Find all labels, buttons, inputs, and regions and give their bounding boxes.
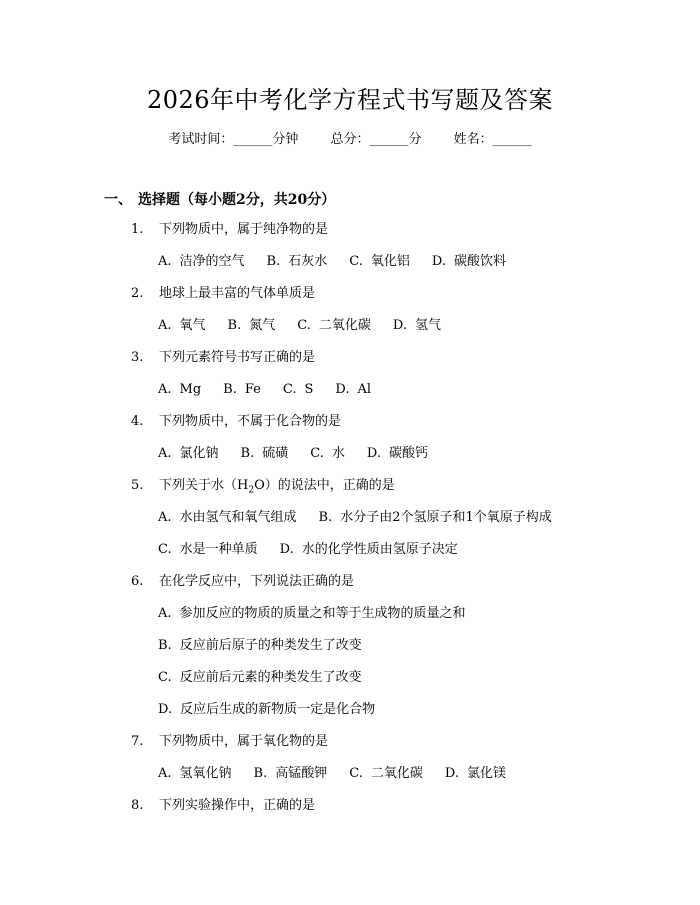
question-item — [131, 348, 671, 400]
question-text: 下列实验操作中，正确的是 — [159, 798, 316, 813]
option-text: 水 — [331, 446, 345, 461]
option-row — [158, 508, 671, 528]
option-letter: A. — [158, 254, 172, 269]
option-letter: A. — [158, 606, 172, 621]
answer-option — [254, 764, 328, 784]
option-text: 二氧化碳 — [318, 318, 371, 333]
option-text: 硫磺 — [262, 446, 289, 461]
option-letter: C. — [310, 446, 324, 461]
option-text: 氧气 — [179, 318, 206, 333]
option-letter: C. — [158, 670, 172, 685]
option-text: 氯化钠 — [179, 446, 219, 461]
answer-option — [349, 252, 410, 272]
question-stem — [131, 732, 671, 752]
question-number: 1. — [131, 222, 144, 237]
option-letter: B. — [240, 446, 255, 461]
question-number: 6. — [131, 574, 144, 589]
question-number: 4. — [131, 414, 144, 429]
option-text: 水的化学性质由氢原子决定 — [301, 542, 458, 557]
question-text: 在化学反应中，下列说法正确的是 — [159, 574, 355, 589]
answer-option — [335, 380, 371, 400]
option-text: 氧化铝 — [370, 254, 410, 269]
option-text: 反应前后元素的种类发生了改变 — [179, 670, 362, 685]
page-title: 2026年中考化学方程式书写题及答案 — [146, 86, 554, 114]
answer-option — [158, 508, 297, 528]
option-row — [158, 444, 671, 464]
answer-option — [158, 380, 201, 400]
question-stem — [131, 476, 671, 496]
option-row — [158, 540, 671, 560]
answer-option — [158, 668, 362, 688]
option-letter: A. — [158, 382, 172, 397]
section-heading — [104, 190, 335, 210]
answer-option — [283, 380, 314, 400]
question-number: 2. — [131, 286, 144, 301]
option-letter: D. — [158, 702, 173, 717]
option-text: 高锰酸钾 — [275, 766, 328, 781]
question-item — [131, 412, 671, 464]
option-text: 氯化镁 — [466, 766, 506, 781]
answer-option — [158, 604, 466, 624]
option-letter: B. — [253, 766, 268, 781]
option-letter: D. — [279, 542, 294, 557]
option-letter: B. — [158, 638, 172, 653]
option-letter: B. — [266, 254, 281, 269]
option-letter: C. — [349, 766, 363, 781]
option-letter: D. — [366, 446, 381, 461]
option-letter: D. — [431, 254, 446, 269]
question-stem — [131, 572, 671, 592]
option-letter: A. — [158, 318, 172, 333]
option-letter: B. — [318, 510, 333, 525]
option-text: 碳酸饮料 — [453, 254, 506, 269]
option-letter: C. — [349, 254, 363, 269]
question-item — [131, 220, 671, 272]
option-text: 氮气 — [249, 318, 276, 333]
answer-option — [367, 444, 428, 464]
answer-option — [393, 316, 441, 336]
option-text: 碳酸钙 — [388, 446, 428, 461]
option-letter: A. — [158, 766, 172, 781]
answer-option — [158, 316, 206, 336]
question-text: 下列关于水$(H_2O)$的说法中，正确的是 — [159, 478, 395, 496]
answer-option — [158, 636, 362, 656]
option-text: 氢气 — [414, 318, 441, 333]
question-text: 下列物质中，属于氧化物的是 — [159, 734, 329, 749]
question-number: 7. — [131, 734, 144, 749]
option-letter: D. — [444, 766, 459, 781]
option-text: 氢氧化钠 — [179, 766, 232, 781]
option-row — [158, 668, 671, 688]
option-text: 二氧化碳 — [370, 766, 423, 781]
answer-option — [158, 700, 375, 720]
option-row — [158, 604, 671, 624]
answer-option — [158, 540, 258, 560]
option-row — [158, 764, 671, 784]
question-item — [131, 476, 671, 560]
option-letter: B. — [223, 382, 237, 397]
answer-option — [445, 764, 506, 784]
question-text: 下列物质中，属于纯净物的是 — [159, 222, 329, 237]
option-text: 洁净的空气 — [179, 254, 245, 269]
answer-option — [280, 540, 458, 560]
question-stem — [131, 796, 671, 816]
answer-option — [267, 252, 328, 272]
option-row — [158, 700, 671, 720]
answer-option — [241, 444, 289, 464]
answer-option — [158, 444, 219, 464]
option-letter: D. — [335, 382, 350, 397]
option-row — [158, 316, 671, 336]
option-text: 反应前后原子的种类发生了改变 — [179, 638, 362, 653]
option-letter: B. — [227, 318, 242, 333]
exam-meta — [0, 130, 700, 150]
question-text: 地球上最丰富的气体单质是 — [159, 286, 316, 301]
answer-option — [297, 316, 371, 336]
option-letter: A. — [158, 446, 172, 461]
question-list — [131, 220, 671, 828]
option-text: Al — [357, 382, 372, 397]
question-item — [131, 572, 671, 720]
answer-option — [432, 252, 506, 272]
option-text: 参加反应的物质的质量之和等于生成物的质量之和 — [179, 606, 466, 621]
question-item — [131, 284, 671, 336]
option-letter: C. — [158, 542, 172, 557]
option-letter: C. — [282, 382, 297, 397]
section-title-text: 选择题（每小题2分，共20分） — [138, 192, 336, 208]
option-letter: D. — [392, 318, 407, 333]
answer-option — [319, 508, 552, 528]
answer-option — [228, 316, 276, 336]
option-letter: C. — [297, 318, 311, 333]
option-text: 水是一种单质 — [179, 542, 258, 557]
answer-option — [349, 764, 423, 784]
subscript: 2 — [248, 485, 255, 496]
answer-option — [158, 252, 245, 272]
question-stem — [131, 412, 671, 432]
section-number: 一、 — [104, 192, 132, 208]
option-row — [158, 252, 671, 272]
question-number: 3. — [131, 350, 144, 365]
option-text: 石灰水 — [288, 254, 328, 269]
option-text: Fe — [244, 382, 261, 397]
total-score-field: 总分：______分 — [330, 132, 422, 147]
question-text: 下列元素符号书写正确的是 — [159, 350, 316, 365]
question-number: 5. — [131, 478, 144, 493]
option-text: 反应后生成的新物质一定是化合物 — [180, 702, 376, 717]
answer-option — [158, 764, 232, 784]
option-letter: A. — [158, 510, 172, 525]
question-text: 下列物质中，不属于化合物的是 — [159, 414, 342, 429]
question-item — [131, 732, 671, 784]
question-number: 8. — [131, 798, 144, 813]
question-stem — [131, 220, 671, 240]
answer-option — [310, 444, 345, 464]
option-text: S — [304, 382, 314, 397]
option-row — [158, 380, 671, 400]
option-text: 水分子由2个氢原子和1个氧原子构成 — [340, 510, 552, 525]
question-stem — [131, 348, 671, 368]
option-row — [158, 636, 671, 656]
answer-option — [223, 380, 261, 400]
question-stem — [131, 284, 671, 304]
student-name-field: 姓名：______ — [453, 132, 532, 147]
exam-time-field: 考试时间：______分钟 — [168, 132, 299, 147]
option-text: 水由氢气和氧气组成 — [179, 510, 297, 525]
question-item — [131, 796, 671, 816]
option-text: Mg — [179, 382, 202, 397]
